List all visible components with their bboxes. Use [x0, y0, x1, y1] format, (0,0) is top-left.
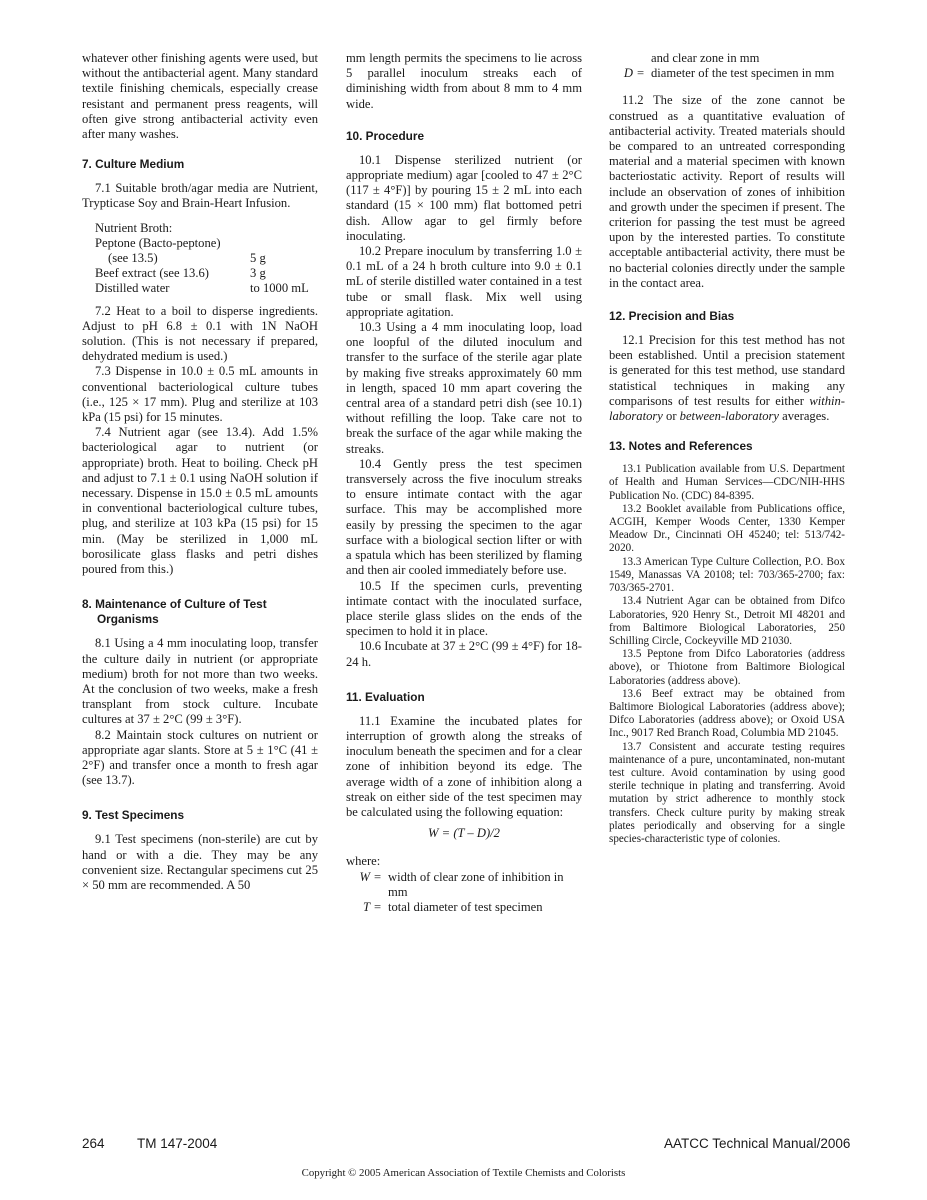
- heading-maintenance: 8. Maintenance of Culture of Test: [82, 597, 267, 612]
- definition-w: [346, 870, 582, 900]
- equals-sign: =: [637, 66, 645, 81]
- heading-procedure: 10. Procedure: [346, 128, 425, 143]
- copyright-line: Copyright © 2005 American Association of Textile Chemists and Colorists: [301, 1167, 626, 1179]
- paragraph-8-1: 8.1 Using a 4 mm inoculating loop, transfer the culture daily in nutrient (or appropriate medium) broth for not more than two weeks. At the conclusion of two weeks, make a fresh transplant from stock culture. Incubate cultures at 37 ± 2°C (99 ± 3°F).: [82, 636, 318, 727]
- p12-text-within: within-laboratory: [609, 393, 845, 424]
- note-13-4: 13.4 Nutrient Agar can be obtained from Difco Laboratories, 920 Henry St., Detroit MI 48201 and from Baltimore Biological Laboratories, 250 Schilling Circle, Cockeyville MD 21030.: [609, 595, 845, 647]
- paragraph-12-1: [609, 333, 845, 424]
- column-right: [609, 51, 845, 846]
- p12-text-or: or: [662, 409, 680, 424]
- heading-precision-bias: 12. Precision and Bias: [609, 309, 735, 324]
- paragraph-intro: mm length permits the specimens to lie across 5 parallel inoculum streaks each of diminishing width from about 8 mm to 4 mm wide.: [346, 51, 582, 111]
- paragraph-intro: whatever other finishing agents were used, but without the antibacterial agent. Many standard textile finishing chemicals, especially crease resistant and permanent press reagents, will often give strong antibacterial activity even after many washes.: [82, 51, 318, 142]
- page-number: 264: [82, 1136, 105, 1151]
- note-13-5: 13.5 Peptone from Difco Laboratories (address above), or Thiotone from Baltimore Biological Laboratories (address above).: [609, 648, 845, 687]
- paragraph-7-1: 7.1 Suitable broth/agar media are Nutrient, Trypticase Soy and Brain-Heart Infusion.: [82, 181, 318, 211]
- equals-sign: =: [374, 899, 382, 914]
- heading-test-specimens: 9. Test Specimens: [82, 808, 185, 823]
- note-13-7: 13.7 Consistent and accurate testing requires maintenance of a pure, uncontaminated, non-mutant test culture. Avoid contamination by using good sterile technique in plating and transferring. Avoid mutation by strict adherence to monthly stock transfers. Check culture purity by making streak plates periodically and observing for a single species-characteristic type of colonies.: [609, 740, 845, 845]
- equation-text: W = (T – D)/2: [428, 826, 500, 841]
- heading-evaluation: 11. Evaluation: [346, 689, 425, 704]
- note-13-6: 13.6 Beef extract may be obtained from Baltimore Biological Laboratories (address above); Difco Laboratories (address above); or Oxoid USA Inc., 9017 Red Branch Road, Columbia MD 21045.: [609, 687, 845, 740]
- paragraph-9-1: 9.1 Test specimens (non-sterile) are cut by hand or with a die. They may be any convenient size. Rectangular specimens cut 25 × 50 mm are recommended. A 50: [82, 832, 318, 892]
- heading-culture-medium: 7. Culture Medium: [82, 157, 185, 172]
- manual-title: AATCC Technical Manual/2006: [664, 1136, 851, 1151]
- broth-title: Nutrient Broth:: [95, 220, 173, 235]
- paragraph-8-2: 8.2 Maintain stock cultures on nutrient or appropriate agar slants. Store at 5 ± 1°C (41 ± 2°F) and transfer once a month to fresh agar (see 13.7).: [82, 727, 318, 788]
- paragraph-7-3: 7.3 Dispense in 10.0 ± 0.5 mL amounts in conventional bacteriological culture tubes (i.e., 125 × 17 mm). Plug and sterilize at 103 kPa (15 psi) for 15 minutes.: [82, 364, 318, 425]
- paragraph-11-2: 11.2 The size of the zone cannot be construed as a quantitative evaluation of antibacterial activity. Treated materials should be compared to an untreated corresponding material and a material specimen with known bacteriostatic activity. Report of results will include an observation of zones of inhibition and growth under the specimen if present. The criterion for passing the test must be agreed upon by the interested parties. To constitute acceptable antibacterial activity, there must be no bacterial colonies directly under the sample in the contact area.: [609, 93, 845, 290]
- definition-t-continued: [609, 51, 845, 66]
- ingredient-name: (see 13.5): [108, 251, 158, 266]
- equals-sign: =: [374, 869, 382, 884]
- note-13-1: 13.1 Publication available from U.S. Department of Health and Human Services—CDC/NIH-HHS Publication No. (CDC) 84-8395.: [609, 463, 845, 502]
- paragraph-10-4: 10.4 Gently press the test specimen transversely across the five inoculum streaks to ensure intimate contact with the agar surface. This may be accomplished more easily by pressing the specimen to the agar surface with a biological section lifter or with a spatula which has been sterilized by flaming and then air cooled immediately before use.: [346, 456, 582, 578]
- column-middle: [346, 51, 582, 915]
- paragraph-10-3: 10.3 Using a 4 mm inoculating loop, load one loopful of the diluted inoculum and transfer to the surface of the sterile agar plate by making five streaks approximately 60 mm in length, spaced 10 mm apart covering the central area of a standard petri dish (see 10.1) without refilling the loop. Take care not to break the surface of the agar while making the streaks.: [346, 320, 582, 456]
- symbol-d: D: [623, 66, 633, 81]
- definition-d-text: diameter of the test specimen in mm: [651, 66, 835, 81]
- note-13-2: 13.2 Booklet available from Publications office, ACGIH, Kemper Woods Center, 1330 Kemper Meadow Dr., Cincinnati OH 45240; tel: 513/742-2020.: [609, 502, 845, 555]
- broth-recipe-table: [95, 236, 309, 297]
- heading-maintenance-cont: Organisms: [97, 612, 159, 627]
- definition-t-text: total diameter of test specimen: [388, 899, 543, 914]
- definition-d: [609, 66, 845, 81]
- recipe-row: [95, 251, 309, 266]
- ingredient-amount: [250, 236, 309, 251]
- definition-w-text: width of clear zone of inhibition in mm: [388, 869, 564, 899]
- symbol-w: W: [359, 869, 370, 884]
- recipe-row: [95, 236, 309, 251]
- ingredient-name: Distilled water: [95, 281, 170, 296]
- paragraph-7-2: 7.2 Heat to a boil to disperse ingredients. Adjust to pH 6.8 ± 0.1 with 1N NaOH solution. (This is not necessary if prepared, dehydrated medium is used.): [82, 303, 318, 364]
- recipe-row: [95, 266, 309, 281]
- paragraph-10-1: 10.1 Dispense sterilized nutrient (or appropriate medium) agar [cooled to 47 ± 2°C (117 ± 4°F)] by pouring 15 ± 2 mL into each standard (15 × 100 mm) flat bottomed petri dish. Allow agar to gel firmly before inoculating.: [346, 152, 582, 243]
- test-method-id: TM 147-2004: [137, 1136, 218, 1151]
- ingredient-name: Beef extract (see 13.6): [95, 266, 209, 281]
- definition-t: [346, 900, 582, 915]
- column-left: [82, 51, 318, 893]
- symbol-t: T: [362, 899, 370, 914]
- paragraph-7-4: 7.4 Nutrient agar (see 13.4). Add 1.5% bacteriological agar to nutrient (or appropriate) broth. Heat to boiling. Check pH and adjust to 7.1 ± 0.1 using NaOH solution if necessary. Dispense in 15.0 ± 0.5 mL amounts in conventional bacteriological culture tubes, plug, and sterilize at 103 kPa (15 psi) for 15 min. (May be sterilized in 1,000 mL borosilicate glass flasks and petri dishes poured from this.): [82, 425, 318, 577]
- ingredient-name: Peptone (Bacto-peptone): [95, 235, 221, 250]
- paragraph-10-5: 10.5 If the specimen curls, preventing intimate contact with the inoculated surface, place sterile glass slides on the ends of the specimen to hold it in place.: [346, 578, 582, 639]
- p12-text-between: between-laboratory: [679, 409, 780, 424]
- p12-text-a: 12.1 Precision for this test method has not been established. Until a precision statement is generated for this test method, use standard statistical techniques in making any comparisons of test results for either: [609, 333, 845, 408]
- ingredient-amount: 3 g: [250, 266, 266, 281]
- equals-blank: [637, 51, 651, 66]
- zone-width-equation: [346, 826, 582, 841]
- definition-t-cont-text: and clear zone in mm: [651, 51, 760, 65]
- symbol-blank: [609, 51, 637, 66]
- paragraph-11-1: 11.1 Examine the incubated plates for interruption of growth along the streaks of inoculum beneath the specimen and for a clear zone of inhibition beyond its edge. The average width of a zone of inhibition along a streak on either side of the test specimen may be calculated using the following equation:: [346, 713, 582, 819]
- recipe-row: [95, 281, 309, 296]
- ingredient-amount: 5 g: [250, 251, 266, 266]
- p12-text-end: averages.: [779, 409, 830, 424]
- paragraph-10-6: 10.6 Incubate at 37 ± 2°C (99 ± 4°F) for 18-24 h.: [346, 639, 582, 669]
- where-label: where:: [346, 854, 381, 869]
- note-13-3: 13.3 American Type Culture Collection, P.O. Box 1549, Manassas VA 20108; tel: 703/365-2700; fax: 703/365-2701.: [609, 555, 845, 595]
- ingredient-amount: to 1000 mL: [250, 281, 309, 296]
- paragraph-10-2: 10.2 Prepare inoculum by transferring 1.0 ± 0.1 mL of a 24 h broth culture into 9.0 ± 0.1 mL of sterile distilled water contained in a test tube or small flask. Mix well using appropriate agitation.: [346, 244, 582, 319]
- heading-notes-references: 13. Notes and References: [609, 439, 753, 454]
